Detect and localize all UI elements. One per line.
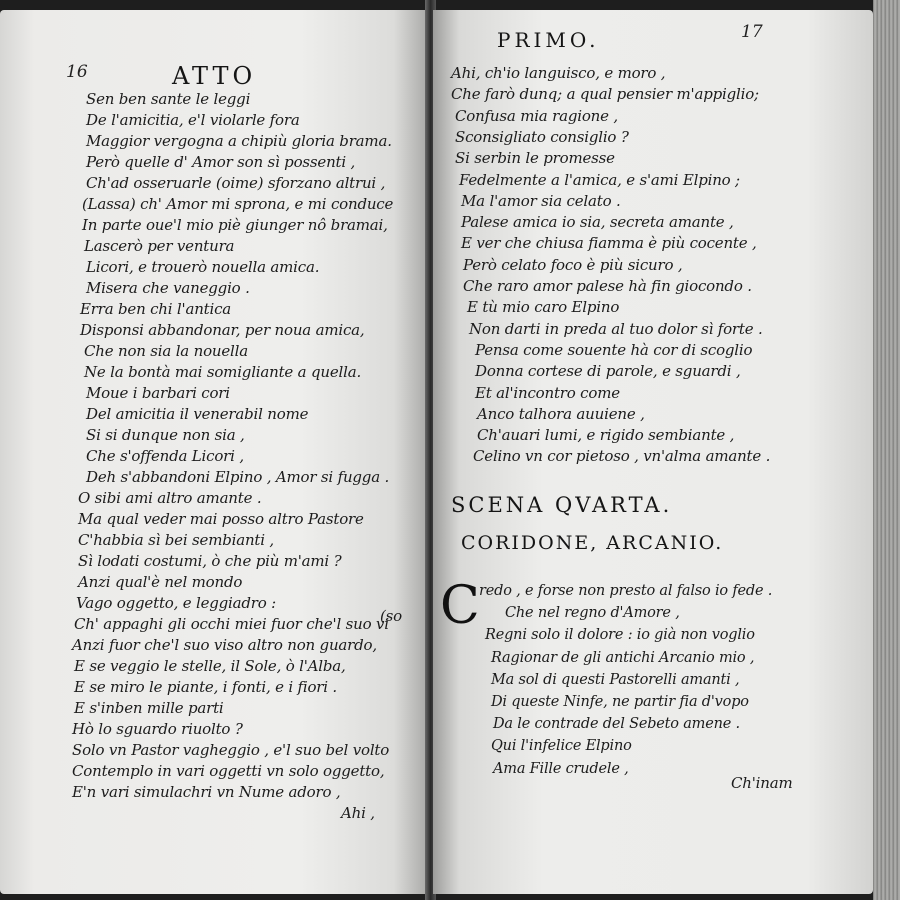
text-line: Da le contrade del Sebeto amene . bbox=[493, 716, 740, 733]
text-line: E se miro le piante, i fonti, e i fiori . bbox=[74, 678, 338, 696]
text-line: Di queste Ninfe, ne partir fia d'vopo bbox=[491, 694, 749, 710]
text-line: Sconsigliato consiglio ? bbox=[455, 127, 629, 146]
running-head: ATTO bbox=[172, 62, 257, 90]
text-line: Lascerò per ventura bbox=[84, 237, 235, 255]
text-line: (Lassa) ch' Amor mi sprona, e mi conduce bbox=[82, 195, 394, 213]
text-line: E'n vari simulachri vn Nume adoro , bbox=[72, 783, 341, 801]
text-line: E tù mio caro Elpino bbox=[467, 298, 620, 317]
page-edges bbox=[873, 0, 900, 900]
text-line: Ch'ad osseruarle (oime) sforzano altrui , bbox=[86, 174, 386, 192]
text-line: Del amicitia il venerabil nome bbox=[86, 405, 309, 423]
text-line: Moue i barbari cori bbox=[86, 384, 230, 402]
text-line: Contemplo in vari oggetti vn solo oggetto, bbox=[72, 762, 385, 780]
text-line: Ch'auari lumi, e rigido sembiante , bbox=[477, 426, 735, 445]
text-line: Ma sol di questi Pastorelli amanti , bbox=[491, 671, 740, 688]
text-line: Erra ben chi l'antica bbox=[80, 300, 232, 318]
page-number: 17 bbox=[741, 22, 763, 42]
text-line: Vago oggetto, e leggiadro : bbox=[76, 594, 277, 612]
text-line: Ma qual veder mai posso altro Pastore bbox=[78, 510, 364, 528]
text-line: Però celato foco è più sicuro , bbox=[463, 255, 683, 274]
text-line: O sibi ami altro amante . bbox=[78, 489, 262, 507]
text-line: Licori, e trouerò nouella amica. bbox=[86, 258, 320, 276]
text-line: Che s'offenda Licori , bbox=[86, 447, 244, 465]
text-line: Ahi , bbox=[341, 804, 375, 822]
text-line: Che non sia la nouella bbox=[84, 342, 248, 360]
text-line: Disponsi abbandonar, per noua amica, bbox=[80, 321, 365, 339]
text-line: Palese amica io sia, secreta amante , bbox=[461, 213, 734, 232]
text-line: Fedelmente a l'amica, e s'ami Elpino ; bbox=[459, 170, 740, 189]
text-line: Si serbin le promesse bbox=[455, 149, 615, 168]
text-line: Si si dunque non sia , bbox=[86, 426, 245, 444]
text-line: Deh s'abbandoni Elpino , Amor si fugga . bbox=[86, 468, 390, 486]
text-line: Regni solo il dolore : io già non voglio bbox=[485, 627, 755, 644]
running-head: PRIMO. bbox=[497, 28, 600, 52]
text-line: In parte oue'l mio piè giunger nô bramai, bbox=[82, 216, 388, 234]
text-line: Confusa mia ragione , bbox=[455, 106, 618, 125]
text-line: Però quelle d' Amor son sì possenti , bbox=[86, 153, 356, 171]
text-line: Et al'incontro come bbox=[475, 383, 620, 402]
page-number: 16 bbox=[66, 62, 88, 82]
text-line: Ma l'amor sia celato . bbox=[461, 191, 621, 210]
drop-cap-initial: C bbox=[440, 576, 480, 636]
text-line: Misera che vaneggio . bbox=[86, 279, 250, 297]
text-line: Qui l'infelice Elpino bbox=[491, 738, 632, 755]
text-line: E se veggio le stelle, il Sole, ò l'Alba, bbox=[74, 657, 346, 675]
right-page bbox=[433, 10, 873, 894]
text-line: Ama Fille crudele , bbox=[493, 760, 629, 777]
text-line: Sen ben sante le leggi bbox=[86, 90, 251, 108]
text-line: Ne la bontà mai somigliante a quella. bbox=[84, 363, 362, 381]
text-line: Anzi fuor che'l suo viso altro non guardo, bbox=[72, 636, 377, 654]
text-line: Pensa come souente hà cor di scoglio bbox=[475, 340, 753, 359]
text-line: Anco talhora auuiene , bbox=[477, 404, 645, 423]
text-line: redo , e forse non presto al falso io fede . bbox=[479, 583, 773, 599]
text-line: De l'amicitia, e'l violarle fora bbox=[86, 111, 300, 129]
left-page bbox=[0, 10, 428, 894]
text-line: Hò lo sguardo riuolto ? bbox=[72, 720, 243, 738]
text-line: Celino vn cor pietoso , vn'alma amante . bbox=[473, 447, 771, 466]
text-line: Sì lodati costumi, ò che più m'ami ? bbox=[78, 552, 342, 570]
catchword: Ch'inam bbox=[731, 774, 793, 792]
text-line: Che nel regno d'Amore , bbox=[505, 605, 680, 622]
text-line: Ragionar de gli antichi Arcanio mio , bbox=[491, 649, 755, 666]
text-line: E s'inben mille parti bbox=[74, 699, 224, 717]
text-line: Ahi, ch'io languisco, e moro , bbox=[451, 64, 666, 82]
text-line: Che farò dunq; a qual pensier m'appiglio; bbox=[451, 85, 759, 104]
scene-title: SCENA QVARTA. bbox=[451, 493, 673, 517]
text-line: Solo vn Pastor vagheggio , e'l suo bel volto bbox=[72, 741, 390, 759]
text-line: Che raro amor palese hà fin giocondo . bbox=[463, 277, 752, 295]
margin-note: (so bbox=[380, 607, 402, 625]
text-line: Ch' appaghi gli occhi miei fuor che'l suo vi bbox=[74, 615, 389, 633]
text-line: Anzi qual'è nel mondo bbox=[78, 573, 243, 591]
text-line: Non darti in preda al tuo dolor sì forte . bbox=[469, 319, 763, 338]
scene-characters: CORIDONE, ARCANIO. bbox=[461, 532, 724, 554]
text-line: Maggior vergogna a chipiù gloria brama. bbox=[86, 132, 392, 150]
text-line: C'habbia sì bei sembianti , bbox=[78, 531, 274, 549]
text-line: E ver che chiusa fiamma è più cocente , bbox=[461, 234, 757, 253]
text-line: Donna cortese di parole, e sguardi , bbox=[475, 362, 741, 381]
